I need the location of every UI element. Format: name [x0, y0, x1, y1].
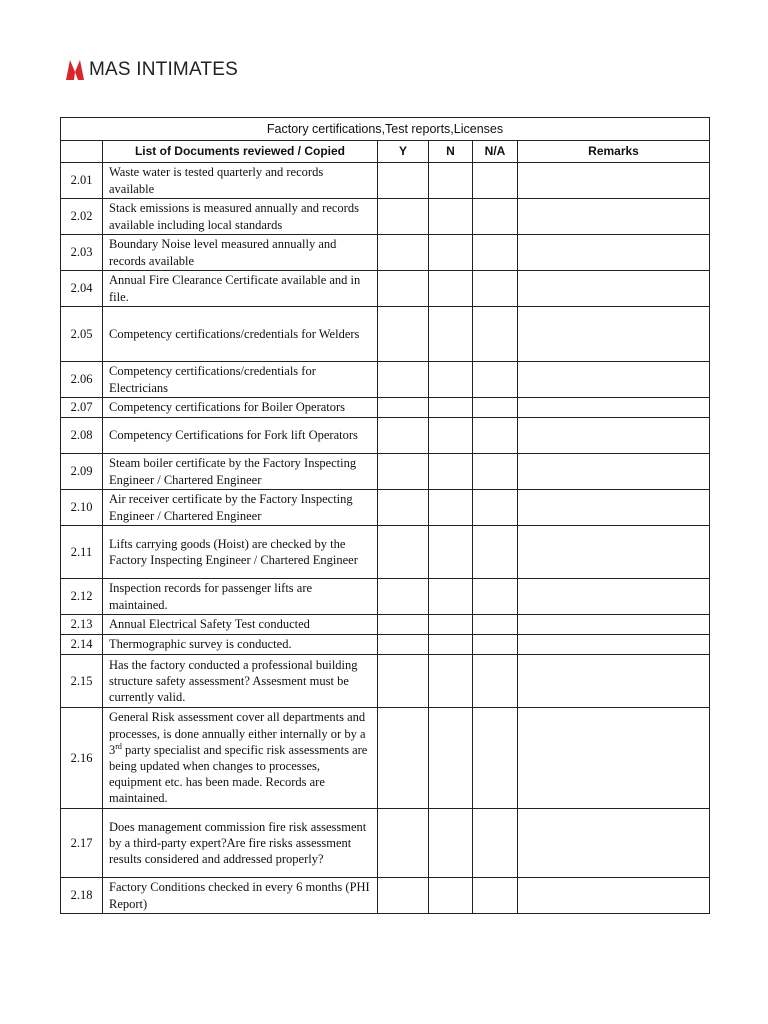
table-caption: Factory certifications,Test reports,Licenses [61, 118, 710, 141]
header-y: Y [378, 141, 429, 163]
row-number: 2.15 [61, 655, 103, 708]
n-cell [429, 362, 473, 398]
table-row [61, 635, 710, 655]
row-description: Competency certifications/credentials for Welders [103, 307, 378, 362]
row-number: 2.14 [61, 635, 103, 655]
y-cell [378, 454, 429, 490]
row-description: Has the factory conducted a professional building structure safety assessment? Assesment must be currently valid. [103, 655, 378, 708]
y-cell [378, 526, 429, 579]
na-cell [473, 615, 518, 635]
row-description: Steam boiler certificate by the Factory Inspecting Engineer / Chartered Engineer [103, 454, 378, 490]
row-number: 2.08 [61, 418, 103, 454]
table-row [61, 809, 710, 878]
header-remarks: Remarks [518, 141, 710, 163]
table-header-row [61, 141, 710, 163]
n-cell [429, 708, 473, 809]
row-number: 2.16 [61, 708, 103, 809]
n-cell [429, 579, 473, 615]
y-cell [378, 635, 429, 655]
n-cell [429, 809, 473, 878]
row-description: Inspection records for passenger lifts are maintained. [103, 579, 378, 615]
na-cell [473, 454, 518, 490]
row-description-text: party specialist and specific risk assessments are being updated when changes to processes, equipment etc. has been made. Records are maintained. [109, 742, 368, 806]
na-cell [473, 878, 518, 914]
ordinal-superscript: rd [115, 741, 122, 751]
header-number [61, 141, 103, 163]
remarks-cell [518, 655, 710, 708]
row-number: 2.18 [61, 878, 103, 914]
row-description: Annual Fire Clearance Certificate available and in file. [103, 271, 378, 307]
documents-checklist-table [60, 117, 710, 914]
header-documents: List of Documents reviewed / Copied [103, 141, 378, 163]
y-cell [378, 878, 429, 914]
table-row [61, 655, 710, 708]
na-cell [473, 362, 518, 398]
table-row [61, 708, 710, 809]
row-description: Does management commission fire risk assessment by a third-party expert?Are fire risks assessment results considered and addressed properly? [103, 809, 378, 878]
remarks-cell [518, 878, 710, 914]
remarks-cell [518, 526, 710, 579]
n-cell [429, 271, 473, 307]
n-cell [429, 199, 473, 235]
header-n: N [429, 141, 473, 163]
logo-text: MAS INTIMATES [89, 59, 238, 80]
na-cell [473, 235, 518, 271]
y-cell [378, 615, 429, 635]
na-cell [473, 655, 518, 708]
row-number: 2.03 [61, 235, 103, 271]
y-cell [378, 362, 429, 398]
row-description: Air receiver certificate by the Factory Inspecting Engineer / Chartered Engineer [103, 490, 378, 526]
table-row [61, 235, 710, 271]
remarks-cell [518, 490, 710, 526]
row-description: Waste water is tested quarterly and records available [103, 163, 378, 199]
table-row [61, 199, 710, 235]
n-cell [429, 163, 473, 199]
y-cell [378, 199, 429, 235]
n-cell [429, 655, 473, 708]
row-description: Lifts carrying goods (Hoist) are checked by the Factory Inspecting Engineer / Chartered Engineer [103, 526, 378, 579]
table-row [61, 878, 710, 914]
remarks-cell [518, 235, 710, 271]
table-row [61, 307, 710, 362]
n-cell [429, 398, 473, 418]
row-number: 2.01 [61, 163, 103, 199]
na-cell [473, 398, 518, 418]
y-cell [378, 271, 429, 307]
row-number: 2.11 [61, 526, 103, 579]
row-description: Competency certifications/credentials for Electricians [103, 362, 378, 398]
y-cell [378, 163, 429, 199]
table-row [61, 579, 710, 615]
row-description: Annual Electrical Safety Test conducted [103, 615, 378, 635]
table-row [61, 418, 710, 454]
row-description: Boundary Noise level measured annually and records available [103, 235, 378, 271]
n-cell [429, 526, 473, 579]
remarks-cell [518, 362, 710, 398]
row-number: 2.05 [61, 307, 103, 362]
remarks-cell [518, 163, 710, 199]
row-number: 2.17 [61, 809, 103, 878]
row-description: Competency Certifications for Fork lift Operators [103, 418, 378, 454]
y-cell [378, 809, 429, 878]
n-cell [429, 878, 473, 914]
na-cell [473, 708, 518, 809]
na-cell [473, 271, 518, 307]
n-cell [429, 615, 473, 635]
row-description [103, 708, 378, 809]
na-cell [473, 490, 518, 526]
mas-logo-mark-icon [66, 60, 86, 80]
row-number: 2.12 [61, 579, 103, 615]
remarks-cell [518, 579, 710, 615]
n-cell [429, 635, 473, 655]
na-cell [473, 526, 518, 579]
row-description: Stack emissions is measured annually and records available including local standards [103, 199, 378, 235]
table-row [61, 454, 710, 490]
row-number: 2.04 [61, 271, 103, 307]
na-cell [473, 579, 518, 615]
n-cell [429, 418, 473, 454]
remarks-cell [518, 271, 710, 307]
y-cell [378, 655, 429, 708]
y-cell [378, 418, 429, 454]
y-cell [378, 307, 429, 362]
row-description: Competency certifications for Boiler Operators [103, 398, 378, 418]
remarks-cell [518, 454, 710, 490]
na-cell [473, 307, 518, 362]
row-description: Factory Conditions checked in every 6 months (PHI Report) [103, 878, 378, 914]
na-cell [473, 163, 518, 199]
remarks-cell [518, 199, 710, 235]
table-row [61, 163, 710, 199]
header-na: N/A [473, 141, 518, 163]
y-cell [378, 398, 429, 418]
company-logo [66, 58, 238, 82]
n-cell [429, 490, 473, 526]
y-cell [378, 708, 429, 809]
table-row [61, 526, 710, 579]
y-cell [378, 490, 429, 526]
table-caption-row [61, 118, 710, 141]
row-number: 2.10 [61, 490, 103, 526]
row-number: 2.13 [61, 615, 103, 635]
remarks-cell [518, 418, 710, 454]
remarks-cell [518, 307, 710, 362]
y-cell [378, 235, 429, 271]
y-cell [378, 579, 429, 615]
table-row [61, 615, 710, 635]
remarks-cell [518, 635, 710, 655]
row-description-text: General Risk assessment cover all departments and processes, is done annually either internally or by a 3 [109, 710, 366, 757]
na-cell [473, 809, 518, 878]
table-row [61, 398, 710, 418]
na-cell [473, 635, 518, 655]
n-cell [429, 235, 473, 271]
remarks-cell [518, 809, 710, 878]
row-number: 2.06 [61, 362, 103, 398]
na-cell [473, 199, 518, 235]
n-cell [429, 307, 473, 362]
row-number: 2.02 [61, 199, 103, 235]
n-cell [429, 454, 473, 490]
table-row [61, 490, 710, 526]
remarks-cell [518, 615, 710, 635]
table-row [61, 362, 710, 398]
row-number: 2.07 [61, 398, 103, 418]
row-description: Thermographic survey is conducted. [103, 635, 378, 655]
table-row [61, 271, 710, 307]
na-cell [473, 418, 518, 454]
remarks-cell [518, 398, 710, 418]
row-number: 2.09 [61, 454, 103, 490]
remarks-cell [518, 708, 710, 809]
